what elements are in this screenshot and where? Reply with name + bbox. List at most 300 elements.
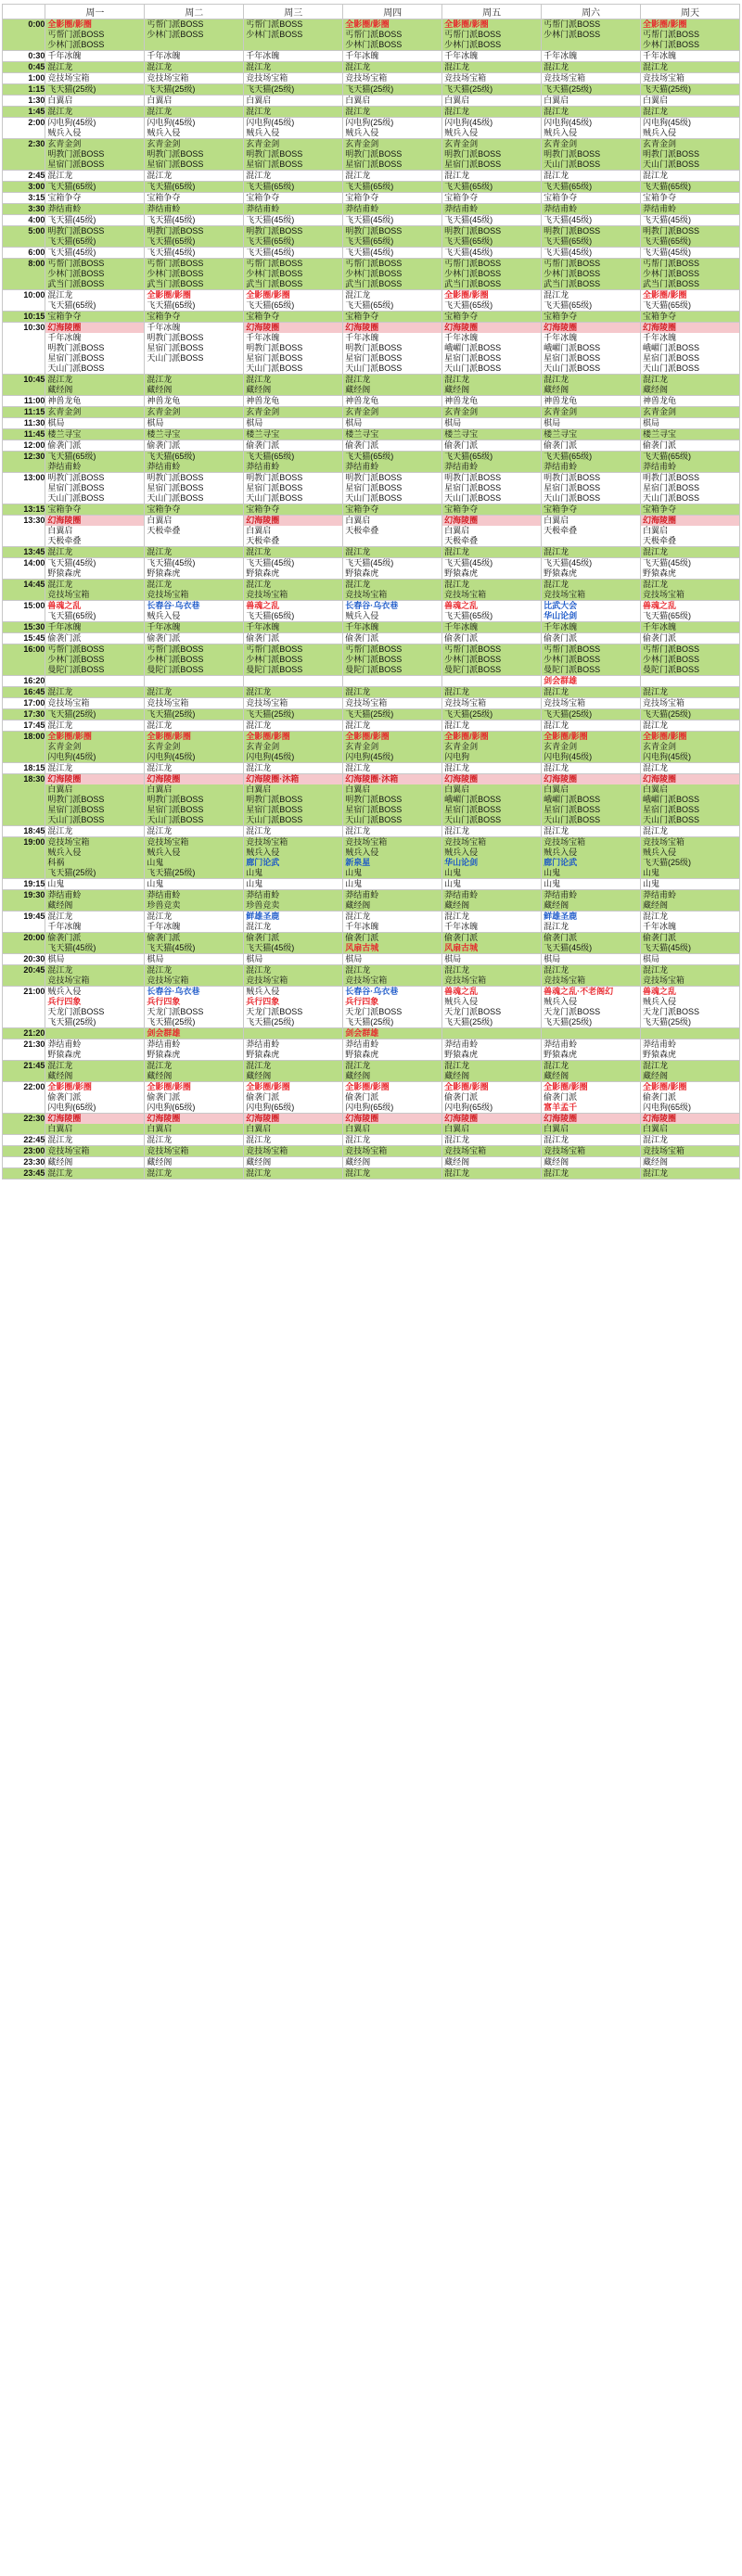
schedule-cell <box>145 837 244 879</box>
event-label: 丐帮门派BOSS <box>147 259 204 268</box>
schedule-cell <box>641 912 740 933</box>
event-label: 楼兰寻宝 <box>47 429 82 439</box>
row-time: 22:45 <box>3 1135 45 1146</box>
event-label: 混江龙 <box>47 826 73 835</box>
header-day-mon: 周一 <box>45 5 145 19</box>
row-time: 0:45 <box>3 62 45 73</box>
event-label: 莽结甫蛉 <box>345 1039 379 1049</box>
event-label: 棋局 <box>246 954 263 963</box>
event-label: 千年冰魄 <box>246 333 280 342</box>
schedule-cell <box>343 290 442 312</box>
schedule-cell <box>244 312 343 323</box>
event-label: 混江龙 <box>246 1168 272 1178</box>
event-label: 天极牵叠 <box>47 536 82 545</box>
event-label: 莽结甫蛉 <box>643 890 677 899</box>
event-label: 藏经阁 <box>444 1157 470 1167</box>
row-time: 12:30 <box>3 452 45 473</box>
event-label: 天山门派BOSS <box>147 815 204 824</box>
schedule-row <box>3 118 740 139</box>
schedule-cell <box>442 633 542 644</box>
event-label: 混江龙 <box>345 687 371 696</box>
event-label: 贼兵入侵 <box>147 128 181 137</box>
schedule-row <box>3 84 740 96</box>
event-label: 明教门派BOSS <box>643 473 700 482</box>
schedule-cell <box>641 826 740 837</box>
event-label: 藏经阁 <box>246 1157 272 1167</box>
event-label: 竞技场宝箱 <box>147 698 189 708</box>
schedule-cell <box>343 1028 442 1039</box>
event-label: 藏经阁 <box>444 385 470 394</box>
header-time <box>3 5 45 19</box>
event-label: 混江龙 <box>246 62 272 71</box>
schedule-cell <box>641 312 740 323</box>
schedule-cell <box>343 226 442 248</box>
event-label: 偷袭门派 <box>345 933 379 942</box>
event-label: 飞天猫(65级) <box>444 182 493 191</box>
schedule-cell <box>145 1157 244 1168</box>
event-label: 玄青金剑 <box>643 139 677 148</box>
event-label: 少林门派BOSS <box>246 30 303 39</box>
event-label: 野猿森虎 <box>444 568 479 578</box>
schedule-cell <box>343 62 442 73</box>
schedule-row <box>3 215 740 226</box>
schedule-cell <box>145 644 244 676</box>
schedule-cell <box>145 516 244 547</box>
event-label: 贼兵入侵 <box>246 848 280 857</box>
schedule-cell <box>244 954 343 965</box>
event-label: 星宿门派BOSS <box>147 159 204 169</box>
event-label: 混江龙 <box>345 965 371 975</box>
event-label: 飞天猫(25级) <box>643 1017 692 1027</box>
schedule-row <box>3 622 740 633</box>
event-label: 飞天猫(25级) <box>47 868 96 877</box>
schedule-cell <box>244 933 343 954</box>
event-label: 偷袭门派 <box>643 1092 677 1102</box>
schedule-row <box>3 676 740 687</box>
schedule-cell <box>45 62 145 73</box>
schedule-cell <box>542 139 641 171</box>
event-label: 飞天猫(65级) <box>444 236 493 246</box>
schedule-cell <box>641 516 740 547</box>
event-label: 风扇古城 <box>345 943 379 952</box>
event-label: 兵行四象 <box>246 997 280 1006</box>
event-label: 珍兽竞卖 <box>147 900 181 910</box>
schedule-row <box>3 912 740 933</box>
schedule-cell <box>244 215 343 226</box>
schedule-cell <box>442 622 542 633</box>
event-label: 星宿门派BOSS <box>444 353 502 363</box>
schedule-row <box>3 1168 740 1180</box>
schedule-cell <box>343 558 442 580</box>
schedule-cell <box>641 879 740 890</box>
row-time: 19:15 <box>3 879 45 890</box>
schedule-cell <box>542 193 641 204</box>
schedule-cell <box>45 418 145 429</box>
schedule-cell <box>542 73 641 84</box>
schedule-row <box>3 171 740 182</box>
schedule-cell <box>45 1135 145 1146</box>
schedule-cell <box>343 837 442 879</box>
schedule-cell <box>442 987 542 1028</box>
schedule-cell <box>244 1157 343 1168</box>
schedule-cell <box>442 644 542 676</box>
schedule-cell <box>45 1061 145 1082</box>
event-label: 混江龙 <box>643 107 669 116</box>
event-label: 明教门派BOSS <box>345 343 403 352</box>
schedule-cell <box>542 633 641 644</box>
event-label: 全影圈/影圈 <box>444 732 489 741</box>
event-label: 竞技场宝箱 <box>544 1146 586 1155</box>
schedule-row <box>3 375 740 396</box>
schedule-cell <box>442 171 542 182</box>
schedule-cell <box>343 1039 442 1061</box>
event-label: 楼兰寻宝 <box>246 429 280 439</box>
schedule-cell <box>442 1146 542 1157</box>
event-label: 丐帮门派BOSS <box>544 644 601 654</box>
event-label: 莽结甫蛉 <box>246 462 280 471</box>
row-time: 3:00 <box>3 182 45 193</box>
schedule-row <box>3 1146 740 1157</box>
schedule-cell <box>641 954 740 965</box>
schedule-cell <box>442 323 542 375</box>
schedule-cell <box>45 721 145 732</box>
event-label: 星宿门派BOSS <box>47 483 105 492</box>
event-label: 莽结甫蛉 <box>444 204 479 213</box>
schedule-cell <box>343 721 442 732</box>
event-label: 山鬼 <box>643 868 660 877</box>
event-label: 星宿门派BOSS <box>444 483 502 492</box>
row-time: 2:45 <box>3 171 45 182</box>
event-label: 曼陀门派BOSS <box>444 665 502 674</box>
event-label: 棋局 <box>246 418 263 427</box>
event-label: 混江龙 <box>246 763 272 772</box>
event-label: 飞天猫(25级) <box>544 1017 593 1027</box>
event-label: 千年冰魄 <box>444 922 479 931</box>
event-label: 飞天猫(65级) <box>147 452 196 461</box>
schedule-cell <box>641 139 740 171</box>
event-label: 千年冰魄 <box>643 51 677 60</box>
row-time: 10:45 <box>3 375 45 396</box>
event-label: 白翼启 <box>47 1124 73 1133</box>
schedule-cell <box>244 580 343 601</box>
event-label: 混江龙 <box>643 1168 669 1178</box>
event-label: 白翼启 <box>643 1124 669 1133</box>
event-label: 曼陀门派BOSS <box>643 665 700 674</box>
event-label: 混江龙 <box>643 580 669 589</box>
event-label: 明教门派BOSS <box>246 795 303 804</box>
schedule-cell <box>442 193 542 204</box>
event-label: 混江龙 <box>643 721 669 730</box>
event-label: 竞技场宝箱 <box>147 1146 189 1155</box>
schedule-row <box>3 732 740 763</box>
row-time: 20:45 <box>3 965 45 987</box>
event-label: 偷袭门派 <box>147 1092 181 1102</box>
event-label: 藏经阁 <box>345 1157 371 1167</box>
event-label: 明教门派BOSS <box>147 333 204 342</box>
event-label: 混江龙 <box>444 826 470 835</box>
event-label: 少林门派BOSS <box>444 269 502 278</box>
schedule-cell <box>343 51 442 62</box>
schedule-cell <box>641 107 740 118</box>
event-label: 贼兵入侵 <box>544 848 578 857</box>
event-label: 山鬼 <box>345 879 363 888</box>
schedule-cell <box>343 933 442 954</box>
event-label: 千年冰魄 <box>444 51 479 60</box>
event-label: 少林门派BOSS <box>246 655 303 664</box>
event-label: 飞天猫(65级) <box>544 182 593 191</box>
event-label: 明教门派BOSS <box>147 473 204 482</box>
event-label: 峨嵋门派BOSS <box>643 343 700 352</box>
event-label <box>442 676 541 686</box>
event-label: 藏经阁 <box>246 1071 272 1080</box>
schedule-cell <box>45 107 145 118</box>
schedule-cell <box>641 473 740 504</box>
event-label: 混江龙 <box>345 1061 371 1070</box>
schedule-cell <box>145 62 244 73</box>
event-label: 千年冰魄 <box>147 323 181 332</box>
event-label: 飞天猫(65级) <box>47 611 96 620</box>
event-label: 莽结甫蛉 <box>147 890 181 899</box>
event-label: 竞技场宝箱 <box>345 590 388 599</box>
schedule-cell <box>641 1157 740 1168</box>
event-label: 莽结甫蛉 <box>345 204 379 213</box>
schedule-row <box>3 547 740 558</box>
schedule-cell <box>343 1082 442 1114</box>
event-label: 神兽龙龟 <box>47 396 82 405</box>
event-label: 丐帮门派BOSS <box>246 644 303 654</box>
schedule-cell <box>641 1061 740 1082</box>
event-label: 混江龙 <box>345 375 371 384</box>
event-label <box>542 1028 640 1039</box>
event-label: 藏经阁 <box>47 900 73 910</box>
schedule-cell <box>145 204 244 215</box>
event-label: 竞技场宝箱 <box>345 73 388 83</box>
event-label: 少林门派BOSS <box>345 655 403 664</box>
schedule-cell <box>145 290 244 312</box>
header-row <box>3 5 740 19</box>
event-label: 飞天猫(45级) <box>544 215 593 224</box>
schedule-cell <box>343 709 442 721</box>
schedule-cell <box>542 721 641 732</box>
schedule-cell <box>343 312 442 323</box>
event-label: 闪电狗(45级) <box>246 752 295 761</box>
schedule-cell <box>45 452 145 473</box>
schedule-cell <box>145 429 244 440</box>
event-label: 天龙门派BOSS <box>246 1007 303 1016</box>
event-label: 棋局 <box>444 418 462 427</box>
schedule-cell <box>343 633 442 644</box>
event-label: 闪电狗(45级) <box>47 752 96 761</box>
schedule-cell <box>244 837 343 879</box>
schedule-cell <box>145 890 244 912</box>
row-time: 17:45 <box>3 721 45 732</box>
event-label: 飞天猫(65级) <box>643 452 692 461</box>
schedule-cell <box>442 763 542 774</box>
schedule-cell <box>145 51 244 62</box>
schedule-cell <box>641 429 740 440</box>
event-label: 闪电狗(45级) <box>47 118 96 127</box>
event-label: 华山论剑 <box>444 858 479 867</box>
event-label: 混江龙 <box>345 290 371 300</box>
event-label: 白翼启 <box>643 784 669 794</box>
event-label: 星宿门派BOSS <box>544 353 601 363</box>
schedule-cell <box>641 1135 740 1146</box>
event-label: 全影圈/影圈 <box>544 1082 588 1091</box>
event-label: 藏经阁 <box>544 385 569 394</box>
schedule-cell <box>45 516 145 547</box>
row-time: 23:45 <box>3 1168 45 1180</box>
event-label: 宝箱争夺 <box>544 312 578 321</box>
event-label <box>244 1028 342 1039</box>
event-label: 曼陀门派BOSS <box>544 665 601 674</box>
schedule-cell <box>244 721 343 732</box>
event-label: 藏经阁 <box>643 1157 669 1167</box>
event-label: 天山门派BOSS <box>444 815 502 824</box>
schedule-cell <box>641 440 740 452</box>
event-label: 飞天猫(65级) <box>47 236 96 246</box>
row-time: 13:30 <box>3 516 45 547</box>
schedule-cell <box>542 62 641 73</box>
schedule-row <box>3 418 740 429</box>
event-label: 混江龙 <box>47 107 73 116</box>
event-label: 天山门派BOSS <box>47 493 105 503</box>
event-label: 飞天猫(45级) <box>643 558 692 567</box>
event-label: 飞天猫(65级) <box>345 236 394 246</box>
event-label: 天山门派BOSS <box>47 363 105 373</box>
event-label: 千年冰魄 <box>345 622 379 631</box>
event-label: 飞天猫(25级) <box>246 84 295 94</box>
event-label: 偷袭门派 <box>444 440 479 450</box>
event-label: 幻海陵圈 <box>343 1114 441 1124</box>
event-label: 明教门派BOSS <box>643 226 700 236</box>
event-label: 飞天猫(65级) <box>147 300 196 310</box>
schedule-cell <box>244 396 343 407</box>
row-time: 14:45 <box>3 580 45 601</box>
event-label: 藏经阁 <box>544 1157 569 1167</box>
schedule-cell <box>145 226 244 248</box>
event-label: 幻海陵圈 <box>244 1114 342 1124</box>
event-label: 混江龙 <box>444 580 470 589</box>
schedule-cell <box>45 558 145 580</box>
event-label: 混江龙 <box>544 62 569 71</box>
schedule-cell <box>343 107 442 118</box>
event-label: 飞天猫(25级) <box>444 709 493 719</box>
schedule-row <box>3 290 740 312</box>
schedule-cell <box>244 687 343 698</box>
row-time: 14:00 <box>3 558 45 580</box>
schedule-cell <box>45 774 145 826</box>
event-label: 混江龙 <box>345 547 371 556</box>
event-label: 山鬼 <box>444 868 462 877</box>
event-label: 白翼启 <box>246 784 272 794</box>
event-label: 混江龙 <box>643 1135 669 1144</box>
event-label: 少林门派BOSS <box>544 269 601 278</box>
schedule-row <box>3 107 740 118</box>
schedule-cell <box>442 96 542 107</box>
schedule-cell <box>244 193 343 204</box>
event-label: 全影圈/影圈 <box>47 1082 92 1091</box>
row-time: 10:15 <box>3 312 45 323</box>
schedule-cell <box>343 452 442 473</box>
table-body <box>3 19 740 1180</box>
event-label: 武当门派BOSS <box>345 279 403 288</box>
row-time: 0:30 <box>3 51 45 62</box>
event-label: 竞技场宝箱 <box>147 976 189 985</box>
event-label: 丐帮门派BOSS <box>47 259 105 268</box>
schedule-cell <box>244 375 343 396</box>
event-label: 幻海陵圈 <box>244 323 342 333</box>
event-label: 武当门派BOSS <box>147 279 204 288</box>
event-label: 神兽龙龟 <box>246 396 280 405</box>
event-label: 飞天猫(65级) <box>47 300 96 310</box>
event-label: 宝箱争夺 <box>47 193 82 202</box>
event-label: 混江龙 <box>643 826 669 835</box>
event-label: 棋局 <box>47 954 65 963</box>
event-label: 神兽龙龟 <box>345 396 379 405</box>
event-label: 全影圈/影圈 <box>345 1082 390 1091</box>
schedule-cell <box>145 473 244 504</box>
schedule-cell <box>343 73 442 84</box>
row-time: 15:30 <box>3 622 45 633</box>
event-label: 混江龙 <box>643 763 669 772</box>
event-label: 明教门派BOSS <box>246 473 303 482</box>
event-label: 丐帮门派BOSS <box>345 30 403 39</box>
event-label: 白翼启 <box>47 526 73 535</box>
event-label: 混江龙 <box>444 547 470 556</box>
row-time: 16:45 <box>3 687 45 698</box>
event-label: 宝箱争夺 <box>643 504 677 514</box>
event-label: 星宿门派BOSS <box>147 483 204 492</box>
event-label: 混江龙 <box>345 826 371 835</box>
event-label: 白翼启 <box>444 784 470 794</box>
schedule-cell <box>343 954 442 965</box>
schedule-cell <box>244 826 343 837</box>
event-label: 藏经阁 <box>345 385 371 394</box>
event-label: 楼兰寻宝 <box>643 429 677 439</box>
schedule-row <box>3 644 740 676</box>
row-time: 19:00 <box>3 837 45 879</box>
event-label: 飞天猫(25级) <box>345 709 394 719</box>
schedule-cell <box>442 676 542 687</box>
schedule-cell <box>641 73 740 84</box>
event-label: 科祸 <box>47 858 65 867</box>
event-label: 偷袭门派 <box>345 440 379 450</box>
schedule-cell <box>442 547 542 558</box>
schedule-cell <box>442 580 542 601</box>
event-label: 玄青金剑 <box>47 407 82 416</box>
schedule-row <box>3 879 740 890</box>
schedule-row <box>3 763 740 774</box>
row-time: 20:30 <box>3 954 45 965</box>
schedule-cell <box>244 418 343 429</box>
event-label: 飞天猫(45级) <box>643 215 692 224</box>
event-label: 棋局 <box>147 418 164 427</box>
row-time: 8:00 <box>3 259 45 290</box>
event-label: 混江龙 <box>544 107 569 116</box>
row-time: 16:20 <box>3 676 45 687</box>
schedule-cell <box>542 763 641 774</box>
event-label: 山鬼 <box>345 868 363 877</box>
event-label: 飞天猫(45级) <box>345 558 394 567</box>
event-label: 白翼启 <box>147 516 173 525</box>
schedule-cell <box>145 987 244 1028</box>
event-label: 混江龙 <box>246 580 272 589</box>
event-label: 玄青金剑 <box>147 139 181 148</box>
schedule-cell <box>641 580 740 601</box>
event-label: 白翼启 <box>544 516 569 525</box>
event-label: 丐帮门派BOSS <box>147 644 204 654</box>
schedule-cell <box>45 622 145 633</box>
